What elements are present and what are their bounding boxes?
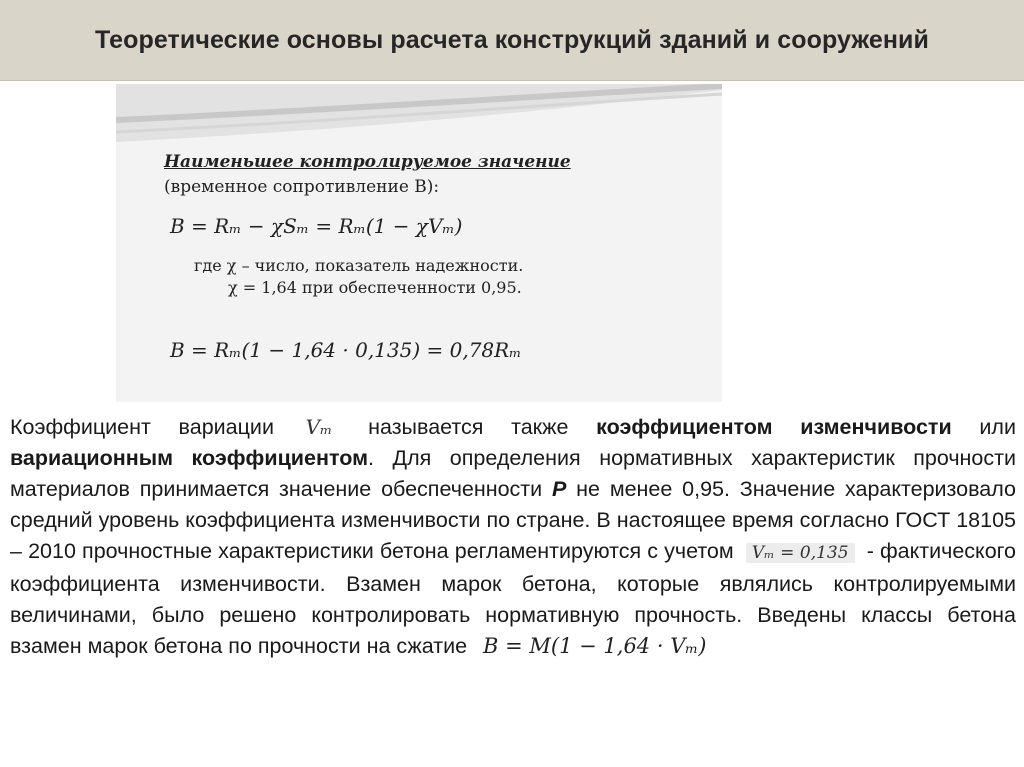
body-text-2: называется также bbox=[368, 415, 569, 439]
body-text-3: или bbox=[979, 415, 1016, 439]
body-text-5: не менее 0,95. Значение характеризовало средний уровень коэффициента изменчивости по стране. В настоящее время согласно ГОСТ 18105 – 2010 прочностные характеристики бетона регламентируются с учетом bbox=[10, 477, 1016, 563]
vm-value-formula: Vₘ = 0,135 bbox=[746, 543, 855, 563]
formula-image-panel bbox=[116, 84, 722, 402]
formula-where-text: где χ – число, показатель надежности. bbox=[194, 256, 524, 275]
formula-subheading: (временное сопротивление B): bbox=[164, 177, 440, 197]
body-text-6: - фактического коэффициента изменчивости. Взамен марок бетона, которые являлись контролируемыми величинами, было решено контролировать нормативную прочность. Введены классы бетона взамен марок бетона по прочности на сжатие bbox=[10, 539, 1016, 658]
formula-chi-text: χ = 1,64 при обеспеченности 0,95. bbox=[228, 278, 522, 297]
formula-main: B = Rₘ − χSₘ = Rₘ(1 − χVₘ) bbox=[170, 214, 463, 238]
body-paragraph bbox=[10, 412, 1016, 662]
bold-term-variability: коэффициентом изменчивости bbox=[596, 415, 952, 439]
p-symbol: P bbox=[552, 477, 567, 501]
vm-symbol: Vₘ bbox=[305, 415, 333, 439]
body-text-1: Коэффициент вариации bbox=[10, 415, 274, 439]
slide-title-bar bbox=[0, 0, 1024, 81]
final-formula: B = M(1 − 1,64 · Vₘ) bbox=[483, 634, 707, 658]
bold-term-variation: вариационным коэффициентом bbox=[10, 446, 368, 470]
slide-title: Теоретические основы расчета конструкций зданий и сооружений bbox=[94, 25, 929, 54]
formula-heading: Наименьшее контролируемое значение bbox=[164, 152, 571, 172]
formula-numeric: B = Rₘ(1 − 1,64 · 0,135) = 0,78Rₘ bbox=[170, 338, 522, 362]
body-text-4: . Для определения нормативных характеристик прочности материалов принимается значение обеспеченности bbox=[10, 446, 1016, 501]
decorative-swoosh bbox=[116, 84, 722, 144]
